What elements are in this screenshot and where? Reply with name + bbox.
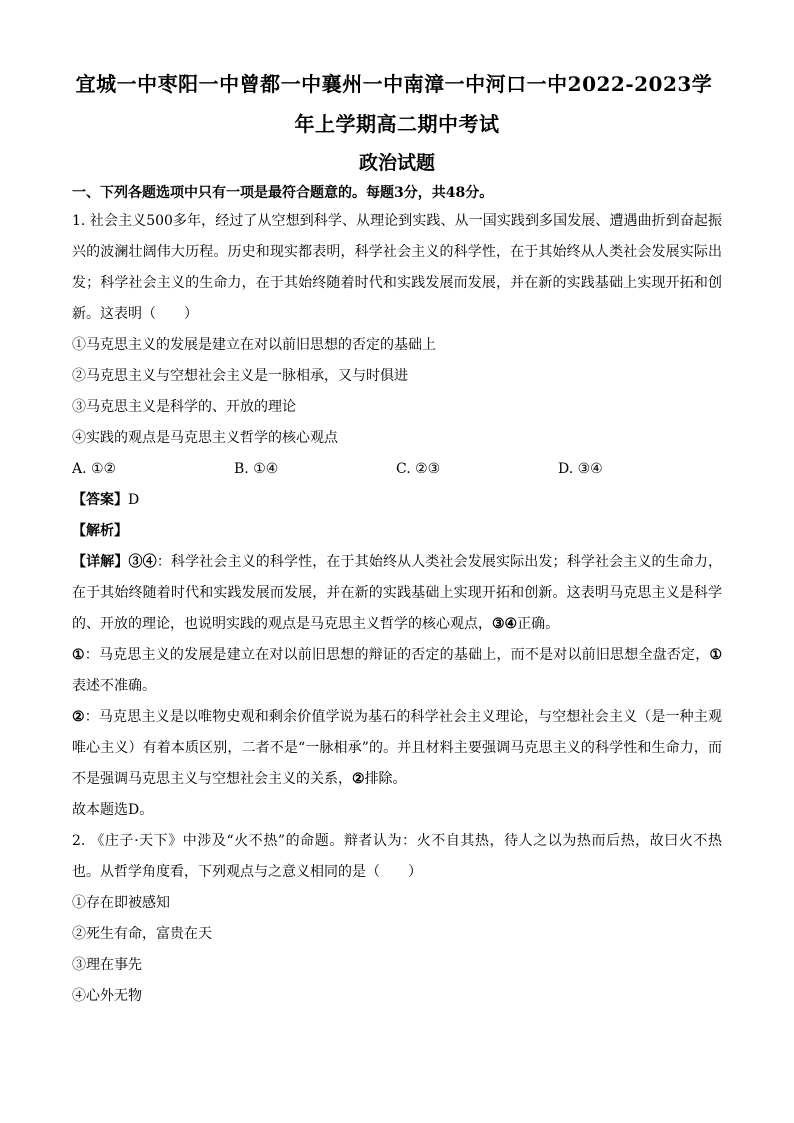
option-d: D. ③④ <box>558 461 603 477</box>
section-heading: 一、下列各题选项中只有一项是最符合题意的。每题3分，共48分。 <box>72 185 494 201</box>
answer-line <box>72 485 722 516</box>
exam-title-line1: 宜城一中枣阳一中曾都一中襄州一中南漳一中河口一中2022-2023学 <box>75 72 713 96</box>
option-b: B. ①④ <box>234 461 279 477</box>
explanation-2 <box>72 702 722 795</box>
question-2-item: ②死生有命，富贵在天 <box>72 926 212 942</box>
exp2-mark: ② <box>72 709 85 725</box>
analysis-line <box>72 516 722 547</box>
detail-end-mark: ③④ <box>492 616 518 632</box>
question-1-item: ④实践的观点是马克思主义哲学的核心观点 <box>72 430 338 446</box>
question-2-item: ③理在事先 <box>72 957 142 973</box>
explanation-1 <box>72 640 722 702</box>
detail-paragraph <box>72 547 722 640</box>
exp2-end-mark: ② <box>352 771 365 787</box>
question-1-item: ③马克思主义是科学的、开放的理论 <box>72 399 296 415</box>
detail-mark: ③④ <box>128 554 157 570</box>
option-a: A. ①② <box>72 461 117 477</box>
question-1-item: ②马克思主义与空想社会主义是一脉相承，又与时俱进 <box>72 368 408 384</box>
exp1-text: ：马克思主义的发展是建立在对以前旧思想的辩证的否定的基础上，而不是对以前旧思想全盘否定， <box>84 647 710 663</box>
analysis-tag: 【解析】 <box>72 523 128 539</box>
option-c: C. ②③ <box>396 461 441 477</box>
conclusion: 故本题选D。 <box>72 802 154 818</box>
exam-title-line2: 年上学期高二期中考试 <box>294 112 500 136</box>
exam-subject: 政治试题 <box>358 152 435 174</box>
detail-tag: 【详解】 <box>72 554 129 570</box>
exp2-text: ：马克思主义是以唯物史观和剩余价值学说为基石的科学社会主义理论，与空想社会主义（是一种主观唯心主义）有着本质区别，二者不是“一脉相承”的。并且材料主要强调马克思主义的科学性和生命力，而不是强调马克思主义与空想社会主义的关系， <box>72 709 722 787</box>
exp1-mark: ① <box>72 647 85 663</box>
question-2-stem: 2. 《庄子·天下》中涉及“火不热”的命题。辩者认为：火不自其热，待人之以为热而后热，故曰火不热也。从哲学角度看，下列观点与之意义相同的是（ ） <box>72 833 722 880</box>
question-2-item: ①存在即被感知 <box>72 895 170 911</box>
question-1-item: ①马克思主义的发展是建立在对以前旧思想的否定的基础上 <box>72 337 436 353</box>
exp2-end: 排除。 <box>364 771 407 787</box>
exp1-end-mark: ① <box>709 647 722 663</box>
question-1-options <box>72 454 722 485</box>
exp1-end: 表述不准确。 <box>72 678 156 694</box>
answer-value: D <box>128 492 140 508</box>
detail-end: 正确。 <box>517 616 560 632</box>
question-1-stem: 1. 社会主义500多年，经过了从空想到科学、从理论到实践、从一国实践到多国发展、遭遇曲折到奋起振兴的波澜壮阔伟大历程。历史和现实都表明，科学社会主义的科学性，在于其始终从人类社会发展实际出发；科学社会主义的生命力，在于其始终随着时代和实践发展而发展，并在新的实践基础上实现开拓和创新。这表明（ ） <box>72 213 722 322</box>
answer-tag: 【答案】 <box>72 492 128 508</box>
document-page <box>72 64 722 1012</box>
question-2-item: ④心外无物 <box>72 988 142 1004</box>
detail-text: ：科学社会主义的科学性，在于其始终从人类社会发展实际出发；科学社会主义的生命力，在于其始终随着时代和实践发展而发展，并在新的实践基础上实现开拓和创新。这表明马克思主义是科学的、开放的理论，也说明实践的观点是马克思主义哲学的核心观点， <box>72 554 723 632</box>
